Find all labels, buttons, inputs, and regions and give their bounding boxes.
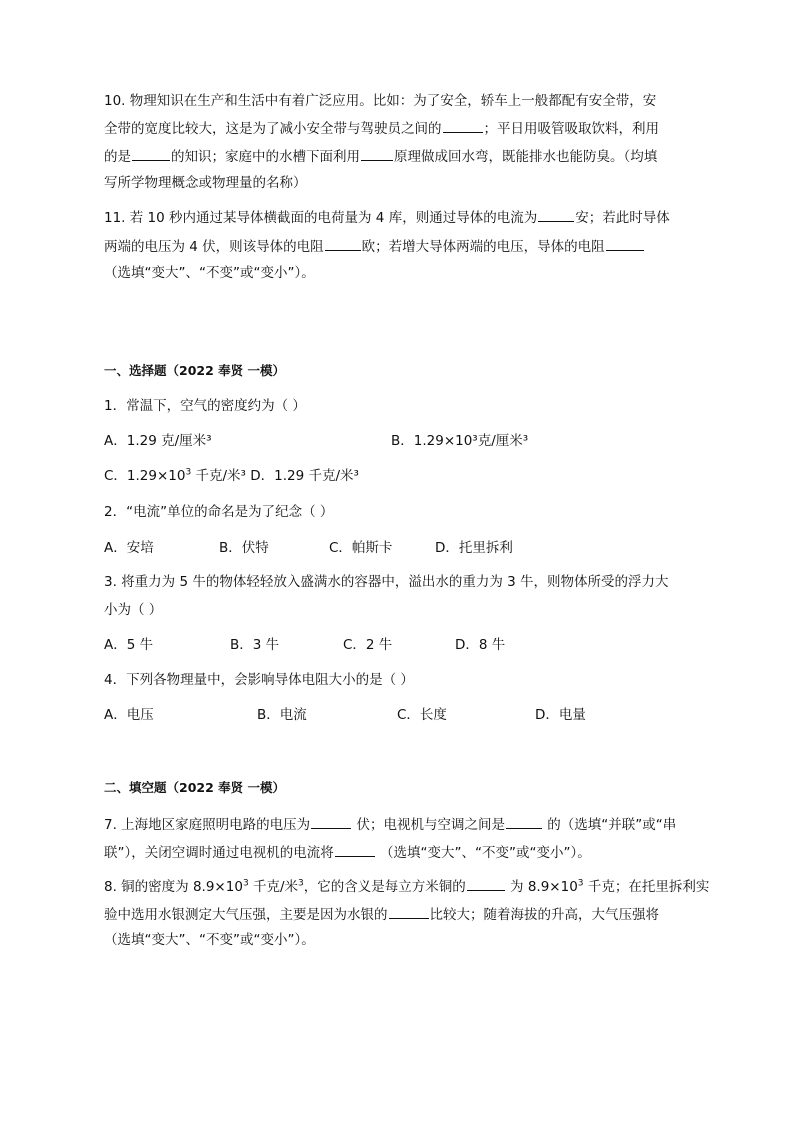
section-heading-fill: 二、填空题（2022 奉贤 一模）	[104, 780, 285, 795]
answer-blank[interactable]	[335, 842, 375, 857]
mc1-option-c: C．1.29×10	[104, 468, 186, 484]
q7-text: 联”），关闭空调时通过电视机的电流将	[104, 845, 334, 861]
q10-text: 写所学物理概念或物理量的名称）	[104, 175, 307, 191]
mc4-option-b[interactable]: B．电流	[257, 707, 307, 723]
mc1-exponent: 3	[185, 467, 192, 478]
q7-text: 7. 上海地区家庭照明电路的电压为	[104, 817, 311, 833]
q8-text: 比较大；随着海拔的升高，大气压强将	[429, 907, 659, 923]
mc2-option-a[interactable]: A．安培	[104, 540, 154, 556]
exponent: 3	[577, 878, 584, 889]
mc3-line-2: 小为（ ）	[104, 602, 163, 618]
q11-line-1	[104, 207, 670, 227]
q8-text: 验中选用水银测定大气压强，主要是因为水银的	[104, 907, 388, 923]
q10-line-1	[104, 92, 656, 110]
q7-text: （选填“变大”、“不变”或“变小”）。	[375, 845, 591, 861]
answer-blank[interactable]	[506, 814, 542, 829]
q10-text: 原理做成回水弯，既能排水也能防臭。（均填	[394, 149, 658, 165]
mc1-options-cd[interactable]	[104, 467, 359, 485]
q10-text: 的知识；家庭中的水槽下面利用	[171, 149, 360, 165]
mc2-option-b[interactable]: B．伏特	[219, 540, 269, 556]
q10-text: 10. 物理知识在生产和生活中有着广泛应用。比如：为了安全，轿车上一般都配有安全带，安	[104, 93, 657, 109]
q8-text: ，它的含义是每立方米铜的	[303, 879, 466, 895]
q10-line-4	[104, 174, 307, 192]
mc4-stem: 4．下列各物理量中，会影响导体电阻大小的是（ ）	[104, 672, 414, 688]
mc3-option-a[interactable]: A．5 牛	[104, 637, 154, 653]
mc2-stem: 2．“电流”单位的命名是为了纪念（ ）	[104, 504, 334, 520]
mc3-line-1: 3. 将重力为 5 牛的物体轻轻放入盛满水的容器中，溢出水的重力为 3 牛，则物体所受的浮力大	[104, 574, 669, 590]
mc4-option-c[interactable]: C．长度	[397, 707, 447, 723]
mc4-option-d[interactable]: D．电量	[535, 707, 586, 723]
q7-text: 伏；电视机与空调之间是	[352, 817, 505, 833]
mc1-option-a[interactable]: A．1.29 克/厘米³	[104, 433, 212, 449]
answer-blank[interactable]	[538, 207, 574, 222]
q11-text: 11. 若 10 秒内通过某导体横截面的电荷量为 4 库，则通过导体的电流为	[104, 210, 538, 226]
mc1-stem: 1．常温下，空气的密度约为（ ）	[104, 398, 306, 414]
exponent: 3	[242, 878, 249, 889]
q11-text: 两端的电压为 4 伏，则该导体的电阻	[104, 239, 324, 255]
answer-blank[interactable]	[325, 236, 361, 251]
q8-line-1	[104, 876, 709, 896]
answer-blank[interactable]	[606, 236, 644, 251]
q7-text: 的（选填“并联”或“串	[542, 817, 677, 833]
q8-text: 为 8.9×10	[505, 879, 578, 895]
answer-blank[interactable]	[311, 814, 351, 829]
q8-text: 8. 铜的密度为 8.9×10	[104, 879, 243, 895]
exponent: 3	[298, 878, 304, 889]
q7-line-1	[104, 814, 676, 834]
q11-text: （选填“变大”、“不变”或“变小”）。	[104, 265, 315, 281]
q10-text: ；平日用吸管吸取饮料，利用	[483, 121, 659, 137]
answer-blank[interactable]	[132, 146, 170, 161]
mc2-option-c[interactable]: C．帕斯卡	[329, 540, 393, 556]
section-heading-choice: 一、选择题（2022 奉贤 一模）	[104, 363, 285, 378]
mc1-option-d: 千克/米³ D．1.29 千克/米³	[191, 468, 359, 484]
q8-text: 千克；在托里拆利实	[583, 879, 710, 895]
q11-line-3	[104, 264, 315, 282]
q8-line-2	[104, 904, 659, 924]
answer-blank[interactable]	[467, 876, 505, 891]
q10-line-2	[104, 118, 659, 138]
q11-line-2	[104, 236, 645, 256]
mc3-option-b[interactable]: B．3 牛	[230, 637, 280, 653]
answer-blank[interactable]	[443, 118, 483, 133]
answer-blank[interactable]	[389, 904, 429, 919]
q7-line-2	[104, 842, 591, 862]
mc4-option-a[interactable]: A．电压	[104, 707, 154, 723]
q10-line-3	[104, 146, 657, 166]
mc2-option-d[interactable]: D．托里拆利	[435, 540, 513, 556]
q8-line-3: （选填“变大”、“不变”或“变小”）。	[104, 932, 315, 948]
q10-text: 的是	[104, 149, 131, 165]
q8-text: 千克/米	[248, 879, 299, 895]
q10-text: 全带的宽度比较大，这是为了减小安全带与驾驶员之间的	[104, 121, 442, 137]
q11-text: 欧；若增大导体两端的电压，导体的电阻	[361, 239, 605, 255]
answer-blank[interactable]	[361, 146, 393, 161]
mc3-option-d[interactable]: D．8 牛	[455, 637, 506, 653]
mc3-option-c[interactable]: C．2 牛	[343, 637, 393, 653]
q11-text: 安；若此时导体	[575, 210, 670, 226]
mc1-option-b[interactable]: B．1.29×10³克/厘米³	[391, 433, 529, 449]
